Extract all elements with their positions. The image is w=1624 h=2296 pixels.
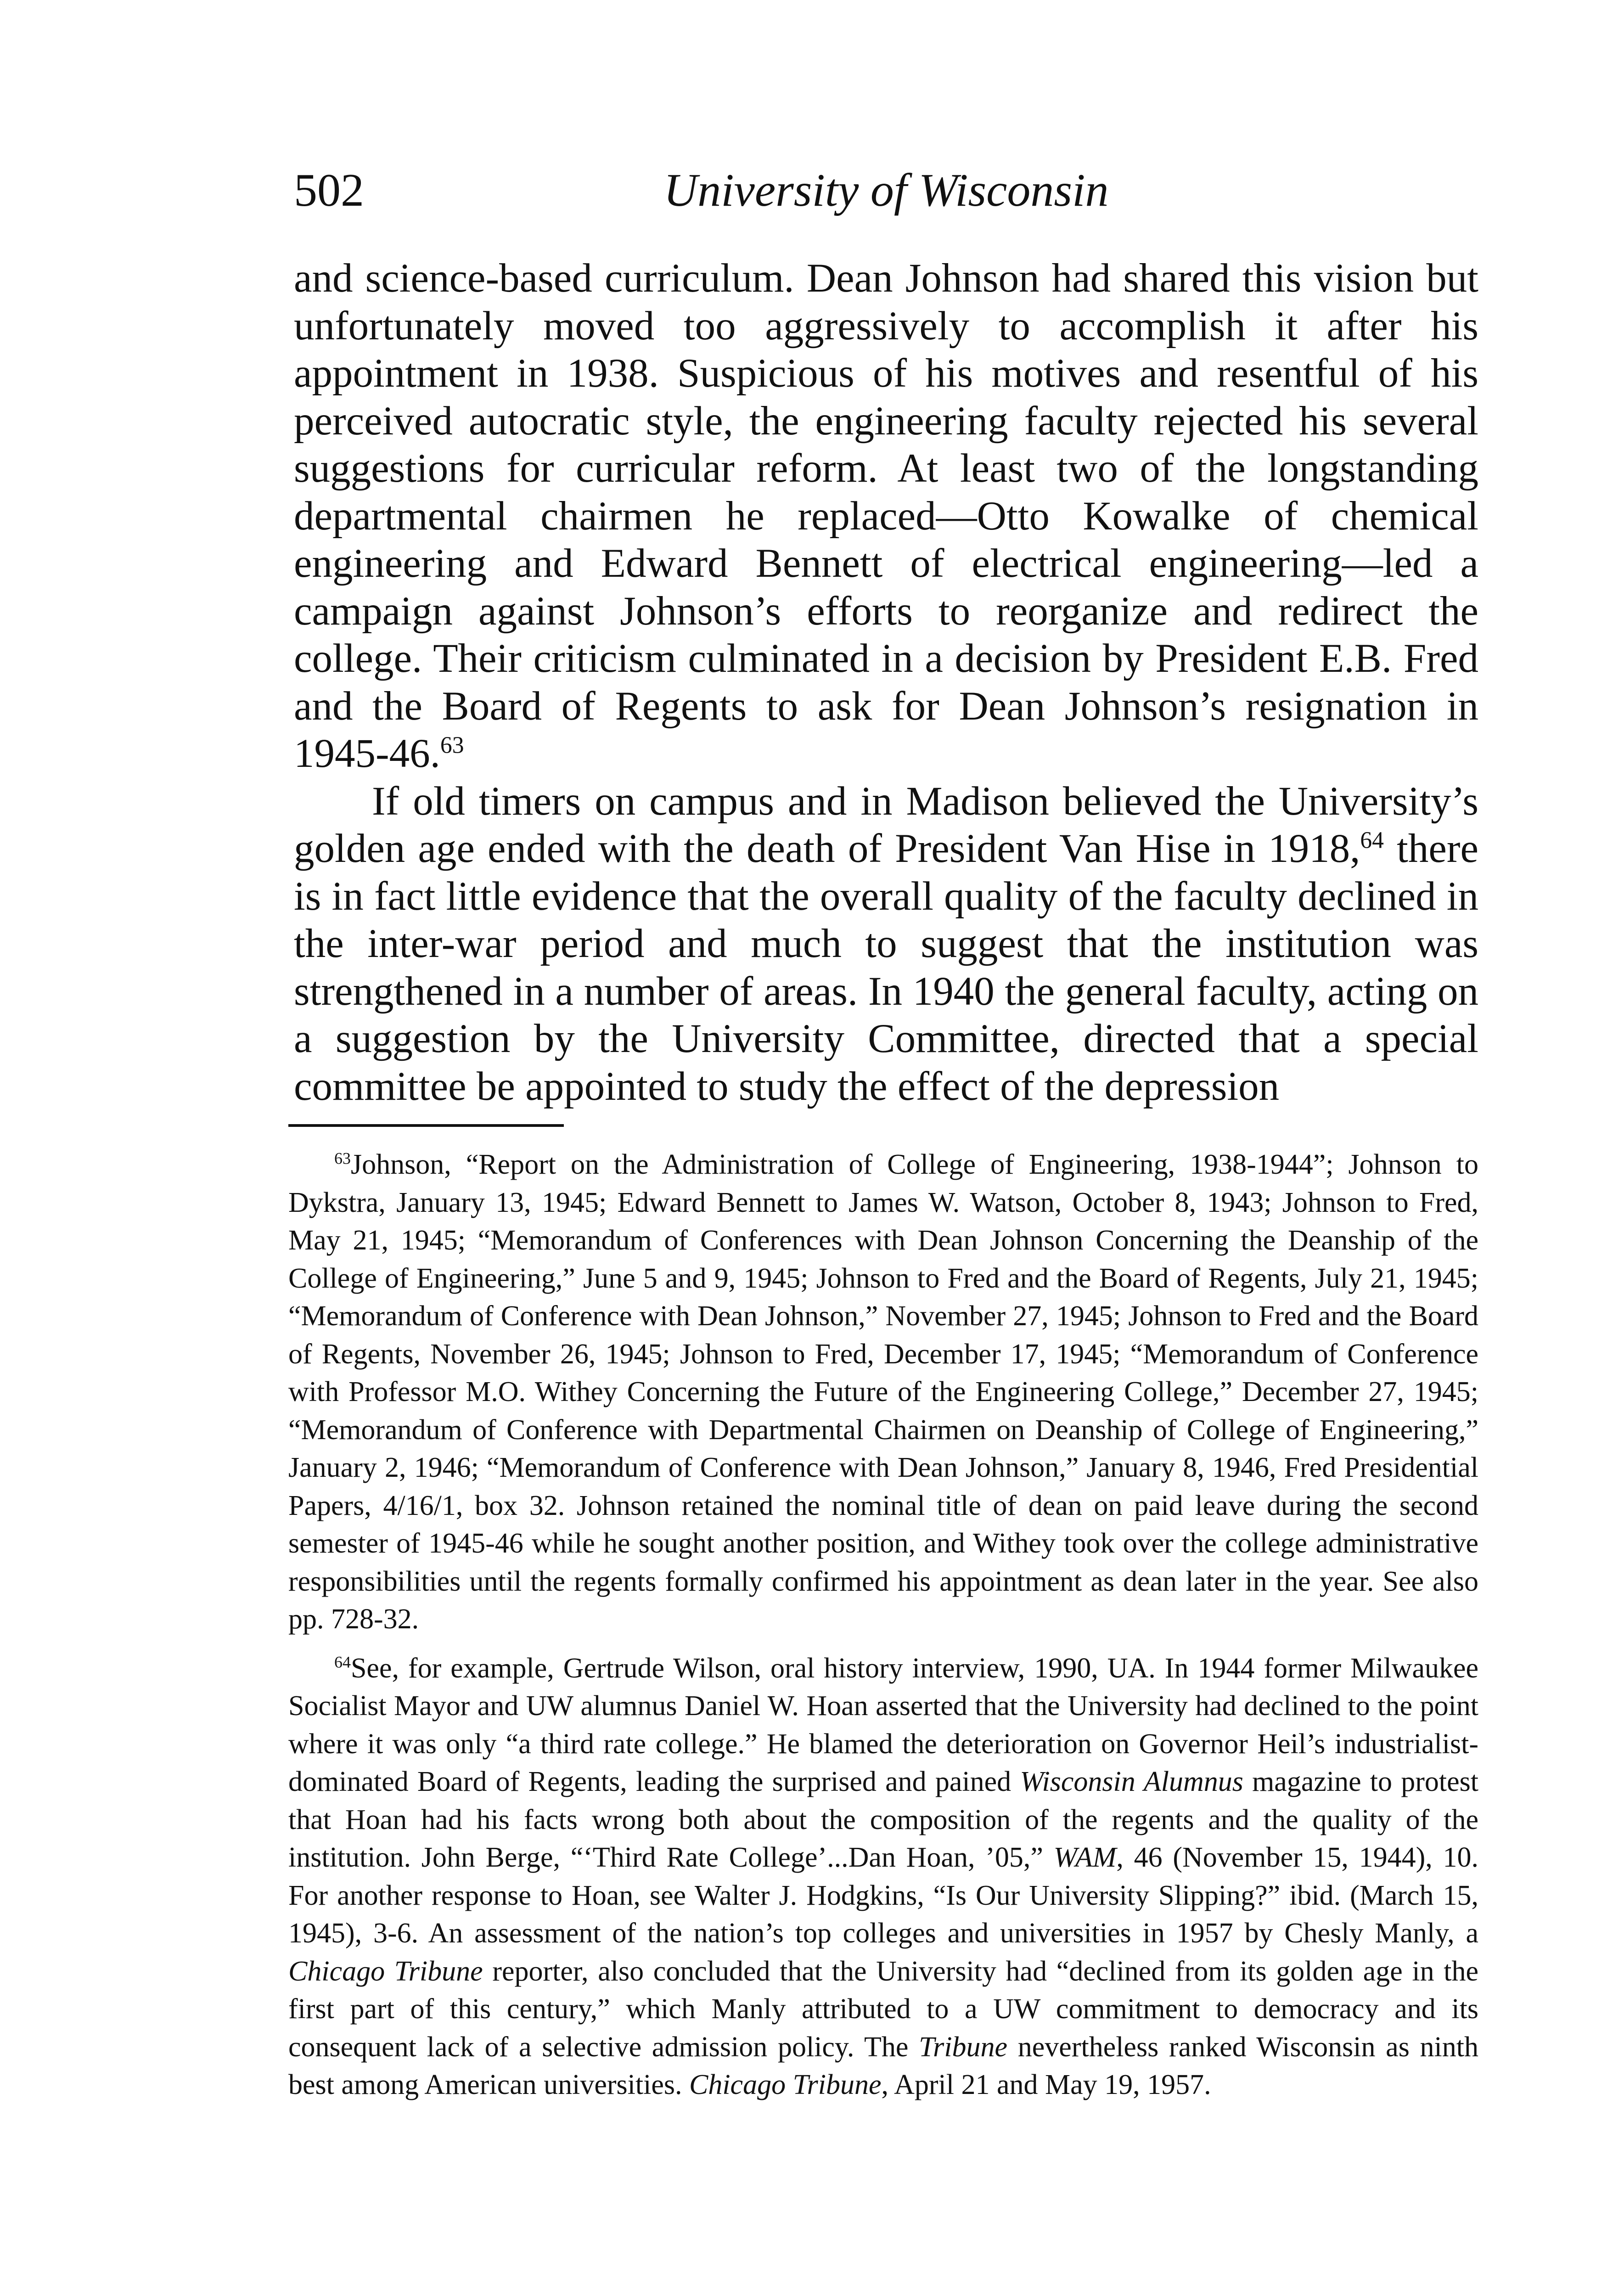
footnote-64-text-3: , 46 (November 15, 1944), 10. For another response to Hoan, see Walter J. Hodgkins, “Is Our University Slipping?” ibid. (March 15, 1945), 3-6. An assessment of the nation’s top colleges and universities in 1957 by Chesly Manly, a	[288, 1842, 1478, 1949]
body-paragraph-2	[294, 778, 1478, 1111]
page-number: 502	[294, 164, 364, 216]
footnote-divider	[288, 1124, 564, 1127]
footnote-64-text-2: magazine to protest that Hoan had his facts wrong both about the composition of the regents and the quality of the institution. John Berge, “‘Third Rate College’...Dan Hoan, ’05,”	[288, 1766, 1478, 1873]
footnote-64-italic-4: Tribune	[919, 2031, 1008, 2063]
body-paragraph-2-text-b: there is in fact little evidence that the overall quality of the faculty declined in the inter-war period and much to suggest that the institution was strengthened in a number of areas. In 1940 the general faculty, acting on a suggestion by the University Committee, directed that a special committee be appointed to study the effect of the depression	[294, 826, 1478, 1109]
body-paragraph-1	[294, 255, 1478, 778]
footnote-64-text-5: nevertheless ranked Wisconsin as ninth best among American universities.	[288, 2031, 1478, 2100]
footnote-63-text: Johnson, “Report on the Administration of College of Engineering, 1938-1944”; Johnson to Dykstra, January 13, 1945; Edward Bennett to James W. Watson, October 8, 1943; Johnson to Fred, May 21, 1945; “Memorandum of Conferences with Dean Johnson Concerning the Deanship of the College of Engineering,” June 5 and 9, 1945; Johnson to Fred and the Board of Regents, July 21, 1945; “Memorandum of Conference with Dean Johnson,” November 27, 1945; Johnson to Fred and the Board of Regents, November 26, 1945; Johnson to Fred, December 17, 1945; “Memorandum of Conference with Professor M.O. Withey Concerning the Future of the Engineering College,” December 27, 1945; “Memorandum of Conference with Departmental Chairmen on Deanship of College of Engineering,” January 2, 1946; “Memorandum of Conference with Dean Johnson,” January 8, 1946, Fred Presidential Papers, 4/16/1, box 32. Johnson retained the nominal title of dean on paid leave during the second semester of 1945-46 while he sought another position, and Withey took over the college administrative responsibilities until the regents formally confirmed his appointment as dean later in the year. See also pp. 728-32.	[288, 1149, 1478, 1635]
footnote-64-text-4: reporter, also concluded that the University had “declined from its golden age in the first part of this century,” which Manly attributed to a UW commitment to democracy and its consequent lack of a selective admission policy. The	[288, 1955, 1478, 2063]
footnote-63-number: 63	[334, 1149, 351, 1168]
footnote-64-text-1: See, for example, Gertrude Wilson, oral history interview, 1990, UA. In 1944 former Milwaukee Socialist Mayor and UW alumnus Daniel W. Hoan asserted that the University had declined to the point where it was only “a third rate college.” He blamed the deterioration on Governor Heil’s industrialist-dominated Board of Regents, leading the surprised and pained	[288, 1652, 1478, 1797]
footnote-64-italic-5: Chicago Tribune	[689, 2069, 882, 2100]
running-head	[294, 163, 1478, 218]
footnote-ref-64: 64	[1360, 827, 1384, 854]
footnote-64	[288, 1649, 1478, 2104]
running-title: University of Wisconsin	[663, 164, 1109, 216]
body-paragraph-2-text-a: If old timers on campus and in Madison believed the University’s golden age ended with the death of President Van Hise in 1918,	[294, 778, 1478, 871]
footnote-ref-63: 63	[440, 732, 464, 759]
footnote-64-italic-3: Chicago Tribune	[288, 1955, 483, 1987]
footnote-64-italic-2: WAM	[1053, 1842, 1117, 1873]
body-paragraph-1-text: and science-based curriculum. Dean Johnson had shared this vision but unfortunately moved too aggressively to accomplish it after his appointment in 1938. Suspicious of his motives and resentful of his perceived autocratic style, the engineering faculty rejected his several suggestions for curricular reform. At least two of the longstanding departmental chairmen he replaced—Otto Kowalke of chemical engineering and Edward Bennett of electrical engineering—led a campaign against Johnson’s efforts to reorganize and redirect the college. Their criticism culminated in a decision by President E.B. Fred and the Board of Regents to ask for Dean Johnson’s resignation in 1945-46.	[294, 256, 1478, 776]
footnotes	[288, 1146, 1478, 2104]
footnote-64-italic-1: Wisconsin Alumnus	[1020, 1766, 1243, 1797]
footnote-64-text-6: , April 21 and May 19, 1957.	[881, 2069, 1211, 2100]
footnote-64-number: 64	[334, 1652, 351, 1671]
body-text	[294, 255, 1478, 1110]
footnote-63	[288, 1146, 1478, 1638]
